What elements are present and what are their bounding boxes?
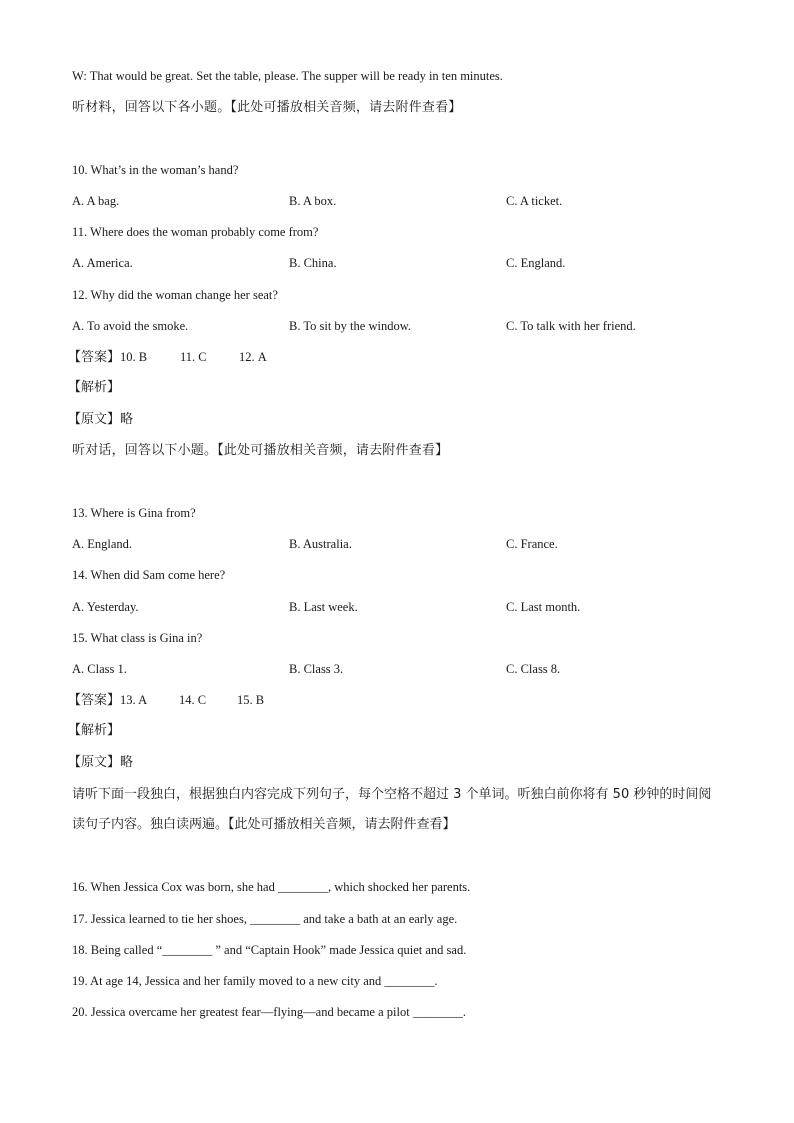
question-10-option-a: A. A bag. — [72, 194, 120, 208]
question-13: 13. Where is Gina from? — [72, 506, 196, 520]
question-13-option-c: C. France. — [506, 537, 558, 551]
question-14-option-c: C. Last month. — [506, 600, 581, 614]
question-11: 11. Where does the woman probably come from? — [72, 225, 319, 239]
answer-13: 13. A — [120, 693, 148, 707]
answer-row-1 — [68, 349, 267, 366]
question-12-option-a: A. To avoid the smoke. — [72, 319, 189, 333]
answer-10: 10. B — [120, 350, 148, 364]
original-label: 【原文】 — [68, 412, 121, 427]
question-14-option-a: A. Yesterday. — [72, 600, 139, 614]
question-15-option-a: A. Class 1. — [72, 662, 127, 676]
original-text: 略 — [120, 412, 134, 427]
original-text: 略 — [120, 755, 134, 770]
question-10-option-c: C. A ticket. — [506, 194, 563, 208]
answer-11: 11. C — [180, 350, 207, 364]
dialogue-line: W: That would be great. Set the table, please. The supper will be ready in ten minutes. — [72, 69, 503, 83]
question-14: 14. When did Sam come here? — [72, 568, 226, 582]
question-11-option-b: B. China. — [289, 256, 337, 270]
question-10-option-b: B. A box. — [289, 194, 337, 208]
answer-12: 12. A — [239, 350, 267, 364]
answer-label: 【答案】 — [68, 693, 121, 708]
original-row-2 — [68, 755, 133, 771]
question-10: 10. What’s in the woman’s hand? — [72, 163, 239, 177]
question-13-option-a: A. England. — [72, 537, 133, 551]
question-12-option-c: C. To talk with her friend. — [506, 319, 636, 333]
section-1-instruction: 听材料，回答以下各小题。【此处可播放相关音频，请去附件查看】 — [72, 100, 462, 115]
section-2-instruction: 听对话，回答以下小题。【此处可播放相关音频，请去附件查看】 — [72, 443, 449, 458]
question-12-option-b: B. To sit by the window. — [289, 319, 412, 333]
analysis-label-1: 【解析】 — [68, 380, 121, 395]
question-15-option-c: C. Class 8. — [506, 662, 561, 676]
fill-in-18: 18. Being called “________ ” and “Captain Hook” made Jessica quiet and sad. — [72, 943, 467, 957]
question-11-option-c: C. England. — [506, 256, 566, 270]
fill-in-20: 20. Jessica overcame her greatest fear—flying—and became a pilot ________. — [72, 1005, 466, 1019]
answer-14: 14. C — [179, 693, 207, 707]
question-11-option-a: A. America. — [72, 256, 133, 270]
fill-in-19: 19. At age 14, Jessica and her family moved to a new city and ________. — [72, 974, 438, 988]
monologue-instruction: 请听下面一段独白，根据独白内容完成下列句子，每个空格不超过 3 个单词。听独白前你将有 50 秒钟的时间阅读句子内容。独白读两遍。【此处可播放相关音频，请去附件查看】 — [72, 787, 712, 832]
original-label: 【原文】 — [68, 755, 121, 770]
fill-in-16: 16. When Jessica Cox was born, she had ________, which shocked her parents. — [72, 880, 471, 894]
question-14-option-b: B. Last week. — [289, 600, 358, 614]
fill-in-17: 17. Jessica learned to tie her shoes, ________ and take a bath at an early age. — [72, 912, 458, 926]
question-15-option-b: B. Class 3. — [289, 662, 344, 676]
answer-row-2 — [68, 692, 264, 709]
question-12: 12. Why did the woman change her seat? — [72, 288, 278, 302]
analysis-label-2: 【解析】 — [68, 723, 121, 738]
question-13-option-b: B. Australia. — [289, 537, 352, 551]
answer-label: 【答案】 — [68, 350, 121, 365]
original-row-1 — [68, 412, 133, 428]
question-15: 15. What class is Gina in? — [72, 631, 203, 645]
answer-15: 15. B — [237, 693, 265, 707]
